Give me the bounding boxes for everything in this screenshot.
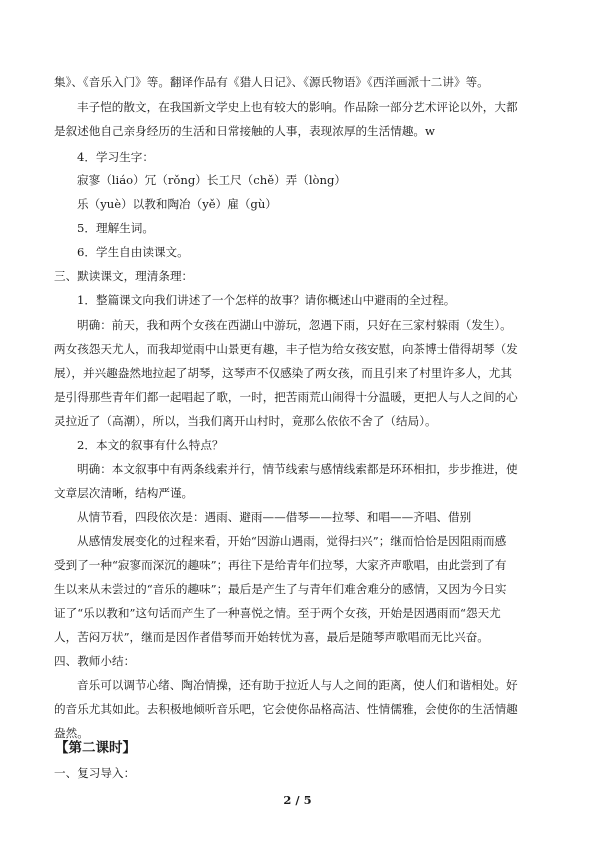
text-line: 证了“乐以教和”这句话而产生了一种喜悦之情。至于两个女孩，开始是因遇雨而“怨天尤 [54, 606, 501, 620]
text-line: 文章层次清晰，结构严谨。 [54, 486, 194, 500]
text-line: 灵拉近了（高潮），所以，当我们离开山村时，竟那么依依不舍了（结局）。 [54, 414, 437, 428]
text-line: 6．学生自由读课文。 [77, 245, 189, 259]
text-line: 从情节看，四段依次是：遇雨、避雨——借琴——拉琴、和唱——齐唱、借别 [77, 510, 472, 524]
section-heading: 三、默读课文，理清条理： [54, 269, 194, 283]
text-line: 音乐可以调节心绪、陶冶情操，还有助于拉近人与人之间的距离，使人们和谐相处。好 [77, 678, 518, 692]
text-line: 5．理解生词。 [77, 221, 154, 235]
text-line: 1．整篇课文向我们讲述了一个怎样的故事？请你概述山中避雨的全过程。 [77, 293, 456, 307]
text-line: 生以来从未尝过的“音乐的趣味”；最后是产生了与青年们难舍难分的感情，又因为今日实 [54, 582, 507, 596]
text-line: 是叙述他自己亲身经历的生活和日常接触的人事，表现浓厚的生活情趣。w [54, 124, 435, 138]
text-line: 集》、《音乐入门》等。翻译作品有《猎人日记》、《源氏物语》《西洋画派十二讲》等。 [54, 75, 489, 89]
text-line: 人，苦闷万状”，继而是因作者借琴而开始转忧为喜，最后是随琴声歌唱而无比兴奋。 [54, 630, 489, 644]
text-line: 寂寥（liáo）冗（rǒng）长工尺（chě）弄（lòng） [77, 173, 347, 187]
text-line: 两女孩怨天尤人，而我却觉雨中山景更有趣，丰子恺为给女孩安慰，向茶博士借得胡琴（发 [54, 342, 518, 356]
text-line: 4．学习生字： [77, 150, 154, 164]
text-line: 受到了一种“寂寥而深沉的趣味”；再往下是给青年们拉琴，大家齐声歌唱，由此尝到了有 [54, 558, 507, 572]
section-heading: 一、复习导入： [54, 766, 136, 780]
section-heading: 四、教师小结： [54, 654, 136, 668]
text-line: 明确：本文叙事中有两条线索并行，情节线索与感情线索都是环环相扣，步步推进，使 [77, 462, 518, 476]
lesson-heading: 【第二课时】 [55, 740, 136, 756]
text-line: 展），并兴趣盎然地拉起了胡琴，这琴声不仅感染了两女孩，而且引来了村里许多人，尤其 [54, 366, 512, 380]
page-number: 2 / 5 [283, 793, 312, 807]
text-line: 的音乐尤其如此。去积极地倾听音乐吧，它会使你品格高洁、性情儒雅，会使你的生活情趣 [54, 702, 518, 716]
text-line: 丰子恺的散文，在我国新文学史上也有较大的影响。作品除一部分艺术评论以外，大都 [77, 100, 518, 114]
text-line: 是引得那些青年们都一起唱起了歌，一时，把苦雨荒山闹得十分温暖，更把人与人之间的心 [54, 390, 518, 404]
text-line: 从感情发展变化的过程来看，开始“因游山遇雨，觉得扫兴”；继而恰恰是因阻雨而感 [77, 534, 507, 548]
text-line: 盎然。 [54, 726, 89, 740]
text-line: 乐（yuè）以教和陶冶（yě）雇（gù） [77, 197, 277, 211]
text-line: 明确：前天，我和两个女孩在西湖山中游玩，忽遇下雨，只好在三家村躲雨（发生）。 [77, 318, 512, 332]
text-line: 2．本文的叙事有什么特点？ [77, 438, 224, 452]
